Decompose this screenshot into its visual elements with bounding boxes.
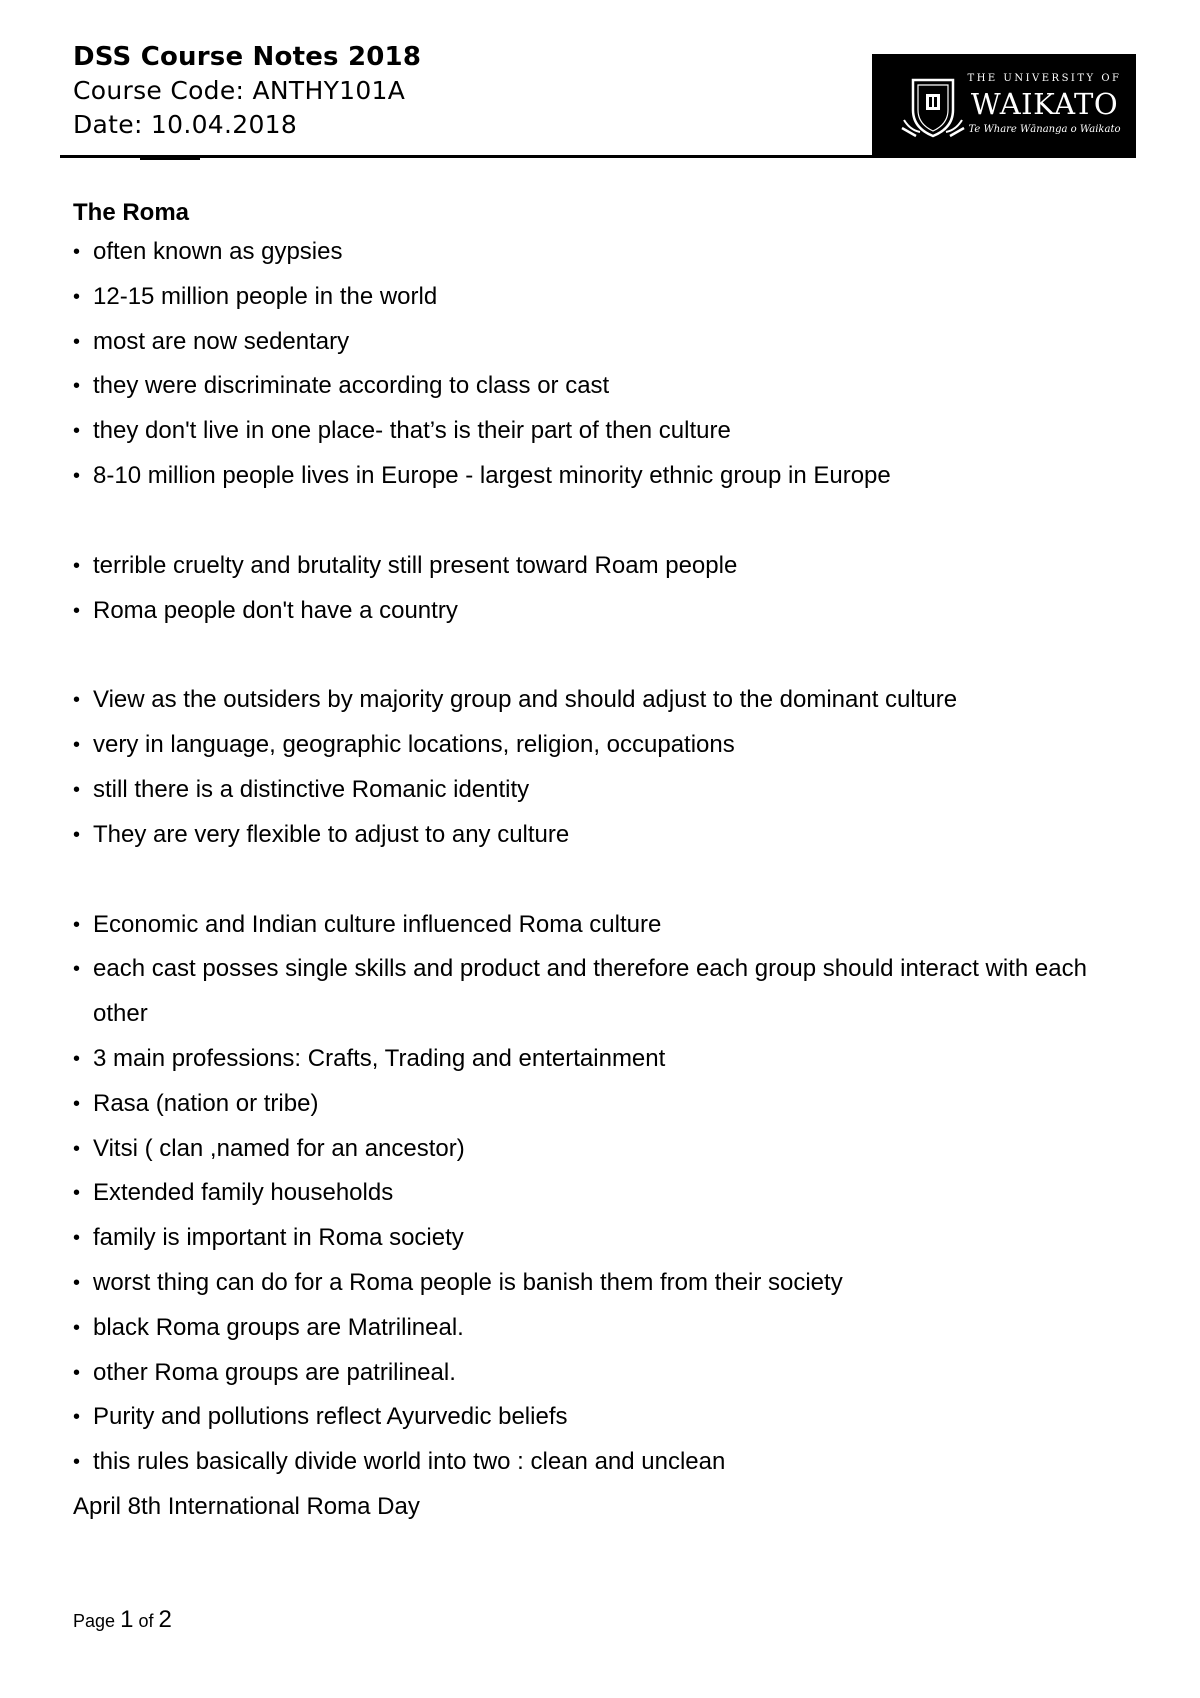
list-item	[73, 1395, 1143, 1440]
page-total: 2	[158, 1606, 172, 1633]
list-item-text: they don't live in one place- that’s is their part of then culture	[93, 417, 731, 445]
university-logo	[872, 54, 1136, 158]
page-footer	[73, 1606, 172, 1634]
bullet-icon: •	[73, 1361, 81, 1384]
list-item	[73, 1261, 1143, 1306]
list-item	[73, 1171, 1143, 1216]
list-item-text: Roma people don't have a country	[93, 596, 458, 624]
list-item	[73, 364, 1143, 409]
spacer	[73, 858, 1143, 903]
bullet-icon: •	[73, 1182, 81, 1205]
bullet-icon: •	[73, 1316, 81, 1339]
list-item-text: 3 main professions: Crafts, Trading and entertainment	[93, 1044, 666, 1072]
closing-note: April 8th International Roma Day	[73, 1492, 420, 1520]
notes-content	[73, 196, 1143, 1529]
bullet-icon: •	[73, 420, 81, 443]
bullet-icon: •	[73, 241, 81, 263]
list-item	[73, 589, 1143, 634]
list-item-text: Rasa (nation or tribe)	[93, 1089, 319, 1117]
bullet-icon: •	[73, 734, 81, 757]
list-item-text: very in language, geographic locations, religion, occupations	[93, 731, 735, 759]
list-item	[73, 320, 1143, 365]
bullet-icon: •	[73, 464, 81, 487]
list-item-text: 8-10 million people lives in Europe - largest minority ethnic group in Europe	[93, 461, 891, 489]
list-item	[73, 768, 1143, 813]
bullet-icon: •	[73, 1047, 81, 1070]
list-item-text: most are now sedentary	[93, 327, 350, 355]
bullet-icon: •	[73, 958, 81, 981]
bullet-icon: •	[73, 689, 81, 712]
list-item-text: often known as gypsies	[93, 238, 343, 265]
list-item	[73, 1082, 1143, 1127]
bullet-icon: •	[73, 1271, 81, 1294]
list-item	[73, 1127, 1143, 1172]
list-item	[73, 678, 1143, 723]
list-item	[73, 544, 1143, 589]
spacer	[73, 499, 1143, 544]
section-title: The Roma	[73, 199, 190, 226]
list-item-text: each cast posses single skills and product and therefore each group should interact with each other	[93, 955, 1087, 1028]
logo-line-2: WAIKATO	[970, 87, 1119, 121]
bullet-icon: •	[73, 823, 81, 846]
list-item	[73, 1216, 1143, 1261]
list-item	[73, 409, 1143, 454]
bullet-icon: •	[73, 375, 81, 398]
list-item	[73, 1440, 1143, 1485]
list-item-text: View as the outsiders by majority group and should adjust to the dominant culture	[93, 686, 958, 714]
spacer	[73, 633, 1143, 678]
list-item-text: still there is a distinctive Romanic identity	[93, 775, 530, 803]
list-item	[73, 454, 1143, 499]
page-number: 1	[120, 1606, 134, 1633]
bullet-icon: •	[73, 285, 81, 308]
bullet-icon: •	[73, 913, 81, 936]
list-item	[73, 1037, 1143, 1082]
list-item-text: They are very flexible to adjust to any culture	[93, 820, 570, 848]
list-item	[73, 723, 1143, 768]
header-divider-accent	[140, 158, 200, 160]
list-item	[73, 947, 1143, 1037]
logo-line-3: Te Whare Wānanga o Waikato	[968, 124, 1121, 135]
list-item	[73, 230, 1143, 275]
list-item	[73, 813, 1143, 858]
list-item-text: terrible cruelty and brutality still present toward Roam people	[93, 551, 738, 579]
list-item-text: Economic and Indian culture influenced Roma culture	[93, 910, 662, 938]
list-item	[73, 1306, 1143, 1351]
list-item	[73, 275, 1143, 320]
list-item-text: family is important in Roma society	[93, 1224, 464, 1252]
list-item	[73, 903, 1143, 948]
bullet-icon: •	[73, 1451, 81, 1474]
list-item-text: 12-15 million people in the world	[93, 282, 438, 310]
list-item-text: Extended family households	[93, 1179, 394, 1207]
list-item-text: this rules basically divide world into two : clean and unclean	[93, 1448, 726, 1476]
bullet-icon: •	[73, 554, 81, 577]
bullet-icon: •	[73, 1092, 81, 1115]
of-label: of	[138, 1611, 154, 1631]
list-item-text: Vitsi ( clan ,named for an ancestor)	[93, 1134, 465, 1162]
bullet-icon: •	[73, 599, 81, 622]
bullet-icon: •	[73, 330, 81, 353]
list-item-text: worst thing can do for a Roma people is banish them from their society	[93, 1268, 843, 1296]
document-title: DSS Course Notes 2018	[73, 42, 422, 72]
bullet-icon: •	[73, 1137, 81, 1160]
document-header	[73, 40, 873, 142]
list-item-text: other Roma groups are patrilineal.	[93, 1358, 456, 1386]
document-date: Date: 10.04.2018	[73, 110, 298, 139]
course-code: Course Code: ANTHY101A	[73, 76, 406, 105]
bullet-icon: •	[73, 778, 81, 801]
list-item-text: black Roma groups are Matrilineal.	[93, 1313, 464, 1341]
bullet-icon: •	[73, 1406, 81, 1429]
header-divider	[60, 155, 1122, 158]
page-label: Page	[73, 1611, 116, 1631]
list-item-text: they were discriminate according to class or cast	[93, 372, 610, 400]
logo-line-1: THE UNIVERSITY OF	[967, 73, 1122, 84]
list-item-text: Purity and pollutions reflect Ayurvedic beliefs	[93, 1403, 568, 1431]
list-item	[73, 1351, 1143, 1396]
bullet-icon: •	[73, 1227, 81, 1250]
